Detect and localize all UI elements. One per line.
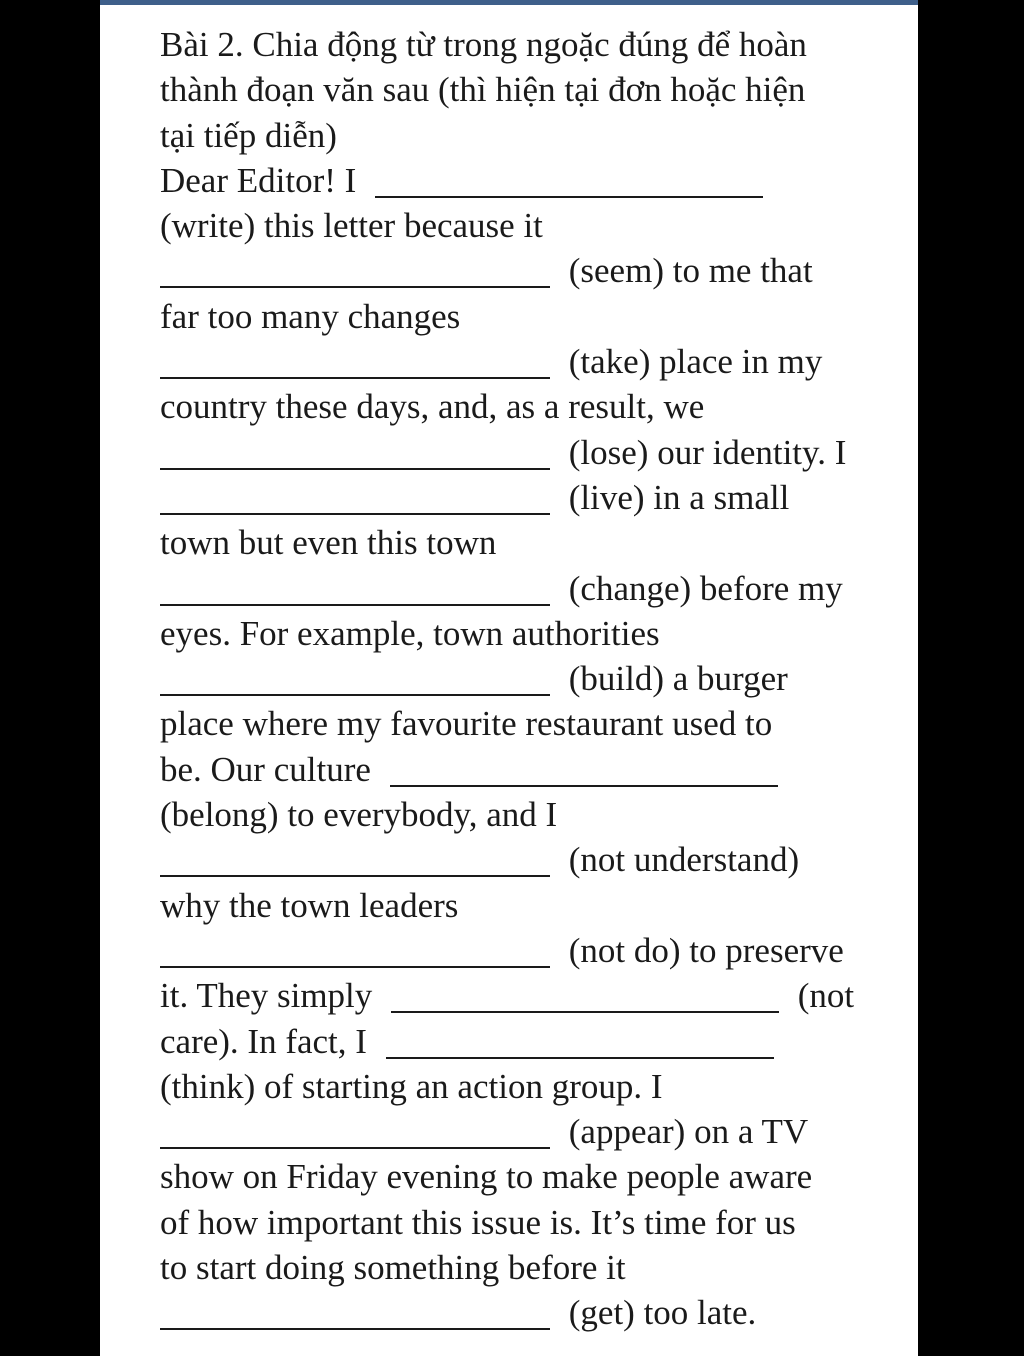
passage-line-18 xyxy=(160,928,880,973)
passage-text: be. Our culture xyxy=(160,749,371,789)
passage-line-5 xyxy=(160,339,880,384)
answer-blank-11[interactable] xyxy=(391,981,779,1013)
passage-text: (seem) to me that xyxy=(568,251,813,291)
passage-line-24 xyxy=(160,1200,880,1245)
passage-text: (think) of starting an action group. I xyxy=(160,1066,663,1106)
passage-text: (not xyxy=(797,976,855,1016)
passage-text: far too many changes xyxy=(160,296,461,336)
exercise-content xyxy=(160,22,880,1336)
passage-line-23 xyxy=(160,1154,880,1199)
passage-line-15 xyxy=(160,792,880,837)
passage-line-3 xyxy=(160,248,880,293)
answer-blank-9[interactable] xyxy=(160,845,550,877)
passage-text: Dear Editor! I xyxy=(160,160,357,200)
passage-line-6 xyxy=(160,384,880,429)
passage-line-21 xyxy=(160,1064,880,1109)
passage-text: care). In fact, I xyxy=(160,1021,367,1061)
passage-text: to start doing something before it xyxy=(160,1248,626,1288)
answer-blank-4[interactable] xyxy=(160,438,550,470)
document-page xyxy=(100,0,918,1356)
passage-line-19 xyxy=(160,973,880,1018)
passage-text: (build) a burger xyxy=(568,659,788,699)
passage-text: (appear) on a TV xyxy=(568,1112,809,1152)
passage-line-26 xyxy=(160,1290,880,1335)
exercise-title-line-1: Bài 2. Chia động từ trong ngoặc đúng để hoàn xyxy=(160,25,807,64)
passage-line-25 xyxy=(160,1245,880,1290)
passage-text: (take) place in my xyxy=(568,342,823,382)
passage-text: (get) too late. xyxy=(568,1293,757,1333)
answer-blank-14[interactable] xyxy=(160,1298,550,1330)
passage-text: (live) in a small xyxy=(568,477,790,517)
passage-line-11 xyxy=(160,611,880,656)
passage-text: (write) this letter because it xyxy=(160,206,543,246)
answer-blank-10[interactable] xyxy=(160,936,550,968)
passage-text: eyes. For example, town authorities xyxy=(160,613,660,653)
passage-line-12 xyxy=(160,656,880,701)
passage-text: why the town leaders xyxy=(160,885,459,925)
passage-text: (belong) to everybody, and I xyxy=(160,795,558,835)
answer-blank-12[interactable] xyxy=(386,1027,774,1059)
passage-text: (not do) to preserve xyxy=(568,930,844,970)
exercise-title-line-3: tại tiếp diễn) xyxy=(160,115,337,155)
exercise-title-line-2: thành đoạn văn sau (thì hiện tại đơn hoặc hiện xyxy=(160,70,806,110)
answer-blank-7[interactable] xyxy=(160,664,550,696)
passage-line-17 xyxy=(160,883,880,928)
passage-line-1 xyxy=(160,158,880,203)
passage-text: town but even this town xyxy=(160,523,497,563)
passage-line-7 xyxy=(160,430,880,475)
passage-text: it. They simply xyxy=(160,976,373,1016)
answer-blank-5[interactable] xyxy=(160,483,550,515)
passage-line-4 xyxy=(160,294,880,339)
passage-line-10 xyxy=(160,566,880,611)
answer-blank-13[interactable] xyxy=(160,1117,550,1149)
passage-line-13 xyxy=(160,701,880,746)
passage-text: (not understand) xyxy=(568,840,800,880)
passage-line-22 xyxy=(160,1109,880,1154)
answer-blank-2[interactable] xyxy=(160,256,550,288)
passage-line-16 xyxy=(160,837,880,882)
answer-blank-8[interactable] xyxy=(390,755,778,787)
passage-line-14 xyxy=(160,747,880,792)
passage-text: (change) before my xyxy=(568,568,843,608)
passage-line-8 xyxy=(160,475,880,520)
passage-text: of how important this issue is. It’s time for us xyxy=(160,1202,796,1242)
answer-blank-6[interactable] xyxy=(160,574,550,606)
passage-text: (lose) our identity. I xyxy=(568,432,847,472)
passage-line-2 xyxy=(160,203,880,248)
passage-line-20 xyxy=(160,1019,880,1064)
answer-blank-3[interactable] xyxy=(160,347,550,379)
answer-blank-1[interactable] xyxy=(375,166,763,198)
passage-text: show on Friday evening to make people aware xyxy=(160,1157,813,1197)
passage-text: country these days, and, as a result, we xyxy=(160,387,705,427)
passage-text: place where my favourite restaurant used to xyxy=(160,704,773,744)
passage-line-9 xyxy=(160,520,880,565)
